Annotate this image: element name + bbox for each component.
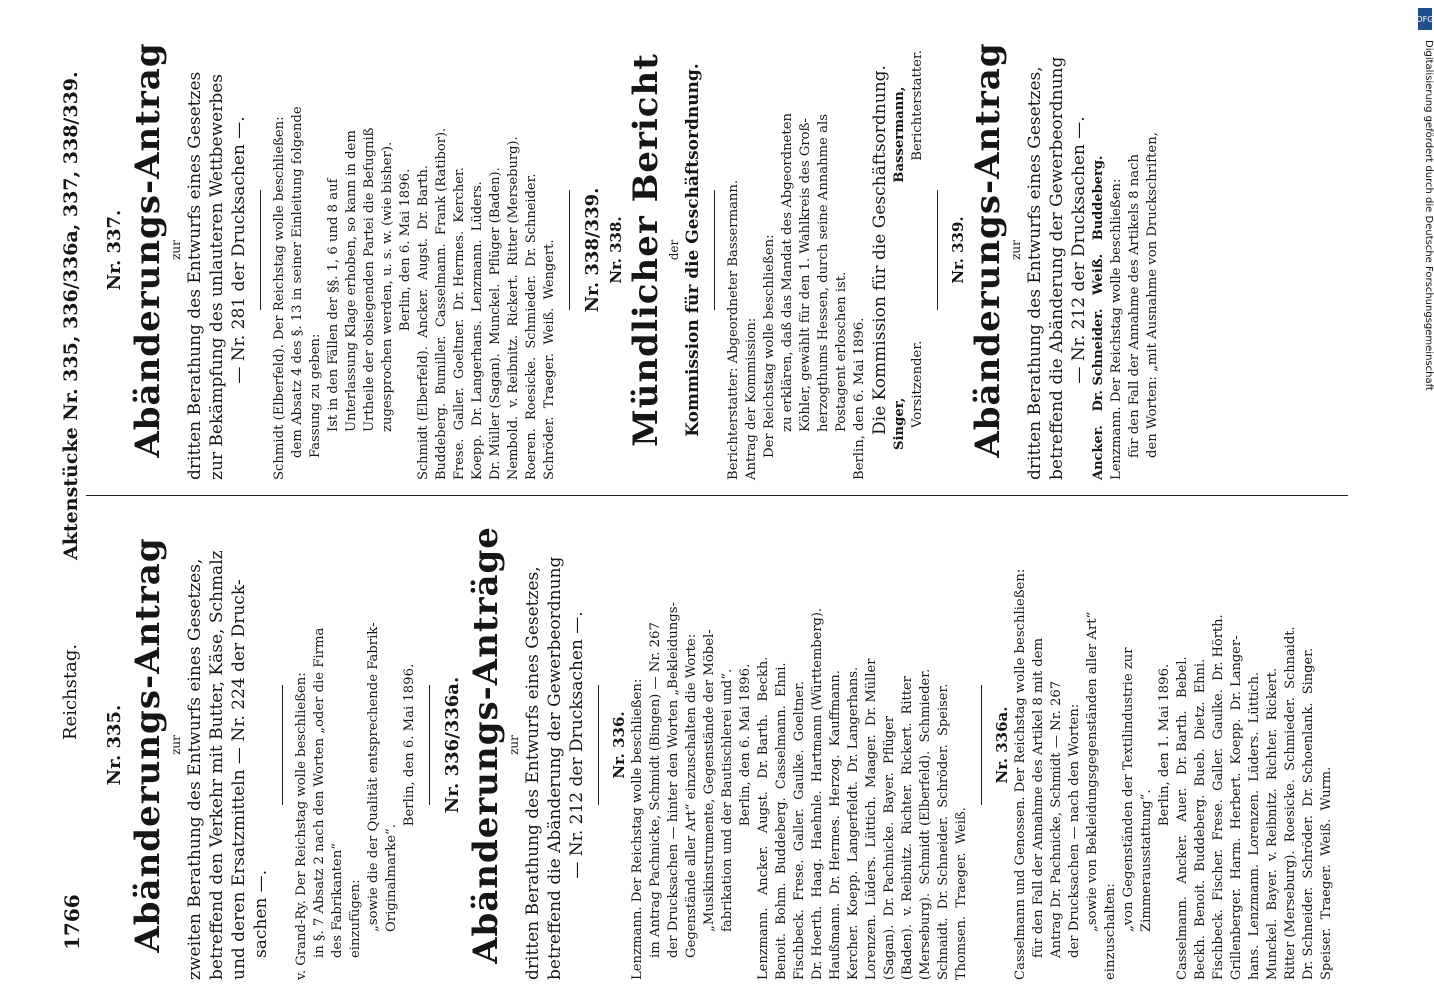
nr336-number: Nr. 336/336a.	[442, 676, 463, 814]
nr338-heading: Mündlicher Bericht	[626, 53, 666, 447]
nr339-zur: zur	[1009, 240, 1023, 260]
chamber-label: Reichstag.	[60, 643, 81, 740]
nr337-heading: Abänderungs-Antrag	[128, 42, 168, 458]
nr337-signatories: Schmidt (Elberfeld). Ancker. Augst. Dr. Barth. Buddeberg. Bumiller. Casselmann. Frank (Ratibor). Frese. Galler. Goeltner. Dr. Hermes. Kercher. Koepp. Dr. Langerhans. Lenzmann. Lüders. Dr. Müller (Sagan). Munckel. Pflüger (Baden). Nembold. v. Reibnitz. Rickert. Ritter (Merseburg). Roeren. Roesicke. Schmieder. Dr. Schneider. Schröder. Traeger. Weiß. Wengert.	[416, 127, 557, 480]
nr337-subject: dritten Berathung des Entwurfs eines Gesetzes zur Bekämpfung des unlauteren Wettbewerbes — Nr. 281 der Drucksachen —.	[185, 71, 249, 480]
right-column	[102, 20, 1162, 480]
nr337-number: Nr. 337.	[104, 209, 125, 291]
page-title: Aktenstücke Nr. 335, 336/336a, 337, 338/339.	[60, 71, 82, 560]
separator-rule	[282, 685, 283, 805]
nr335-body: v. Grand-Ry. Der Reichstag wolle beschließen: in §. 7 Absatz 2 nach den Worten „oder die Firma des Fabrikanten“ einzufügen: „sowie die der Qualität entsprechende Fabrik- Originalmarke“. Berlin, den 6. Mai 1896.	[294, 622, 417, 980]
dfg-logo: DFG	[1418, 8, 1432, 30]
digitization-note: Digitalisierung gefördert durch die Deutsche Forschungsgemeinschaft	[1423, 40, 1434, 391]
nr336-zur: zur	[507, 735, 521, 755]
nr336-signatories: Lenzmann. Ancker. Augst. Dr. Barth. Beckh. Benoit. Bohm. Buddeberg. Casselmann. Ehni. Fischbeck. Frese. Galler. Gaulke. Goeltner. Dr. Hoerth. Haag. Haehnle. Hartmann (Württemberg). Haußmann. Dr. Hermes. Herzog. Kauffmann. Kercher. Koepp. Langerfeldt. Dr. Langerhans. Lorenzen. Lüders. Lüttich. Maager. Dr. Müller (Sagan). Dr. Pachnicke. Bayer. Pflüger (Baden). v. Reibnitz. Richter. Rickert. Ritter (Merseburg). Schmidt (Elberfeld). Schmieder. Schnaidt. Dr. Schneider. Schröder. Speiser. Thomsen. Traeger. Weiß.	[756, 607, 969, 980]
nr337-zur: zur	[169, 240, 183, 260]
nr338-body: Berichterstatter: Abgeordneter Bassermann. Antrag der Kommission: Der Reichstag wolle beschließen: zu erklären, daß das Mandat des Abgeordneten Köhler, gewählt für den 1. Wahlkreis des Groß- herzogthums Hessen, durch seine Annahme als Postagent erloschen ist. Berlin, den 6. Mai 1896.	[726, 112, 867, 480]
nr336a-sub-number: Nr. 336a.	[993, 706, 1011, 784]
signature-rapporteur: Bassermann, Berichterstatter.	[892, 50, 925, 183]
nr335-zur: zur	[169, 735, 183, 755]
nr338-subject: Kommission für die Geschäftsordnung.	[683, 63, 703, 437]
nr338-number: Nr. 338/339.	[582, 187, 603, 313]
nr338-sub-number: Nr. 338.	[607, 216, 625, 284]
nr335-subject: zweiten Berathung des Entwurfs eines Gesetzes, betreffend den Verkehr mit Butter, Käse, Schmalz und deren Ersatzmitteln — Nr. 224 der Druck- sachen —.	[185, 550, 271, 980]
nr339-heading: Abänderungs-Antrag	[968, 42, 1008, 458]
nr335-heading: Abänderungs-Antrag	[128, 537, 168, 953]
separator-rule	[569, 190, 570, 310]
nr339-subject: dritten Berathung des Entwurfs eines Gesetzes, betreffend die Abänderung der Gewerbeordnung — Nr. 212 der Drucksachen —.	[1025, 56, 1089, 480]
nr339-body: Lenzmann. Der Reichstag wolle beschließen: für den Fall der Annahme des Artikels 8 nach den Worten: „mit Ausnahme von Druckschriften,	[1109, 132, 1160, 480]
nr339-signatories: Ancker. Dr. Schneider. Weiß. Buddeberg.	[1091, 155, 1106, 480]
column-divider	[86, 495, 1348, 496]
left-column	[102, 510, 1336, 980]
page-number: 1766	[60, 894, 84, 950]
nr336a-body: Casselmann und Genossen. Der Reichstag wolle beschließen: für den Fall der Annahme des Artikel 8 mit dem Antrag Dr. Pachnicke, Schmidt — Nr. 267 der Drucksachen — nach den Worten: „sowie von Bekleidungsgegenständen aller Art“ einzuschalten: „von Gegenständen der Textilindustrie zur Zimmerausstattung“. Berlin, den 1. Mai 1896.	[1013, 568, 1172, 980]
nr336-body: Lenzmann. Der Reichstag wolle beschließen: im Antrag Pachnicke, Schmidt (Bingen) — Nr. 267 der Drucksachen — hinter den Worten „Bekleidungs- Gegenstände aller Art“ einzuschalten die Worte: „Musikinstrumente, Gegenstände der Möbel- fabrikation und der Bautischlerei und“. Berlin, den 6. Mai 1896.	[630, 602, 753, 980]
signature-chair: Singer, Vorsitzender.	[892, 340, 925, 450]
nr335-number: Nr. 335.	[104, 704, 125, 786]
nr339-sub-number: Nr. 339.	[949, 216, 967, 284]
nr336-sub-number: Nr. 336.	[610, 711, 628, 779]
separator-rule	[714, 190, 715, 310]
nr337-body: Schmidt (Elberfeld). Der Reichstag wolle beschließen: dem Absatz 4 des §. 13 in seiner Einleitung folgende Fassung zu geben: Ist in den Fällen der §§. 1, 6 und 8 auf Unterlassung Klage erhoben, so kann in dem Urtheile der obsiegenden Partei die Befugniß zugesprochen werden, u. s. w. (wie bisher). Berlin, den 6. Mai 1896.	[272, 106, 413, 480]
nr336-subject: dritten Berathung des Entwurfs eines Gesetzes, betreffend die Abänderung der Gewerbeordnung — Nr. 212 der Drucksachen —.	[523, 556, 587, 980]
separator-rule	[260, 190, 261, 310]
nr338-der: der	[667, 239, 681, 261]
nr338-signatures	[891, 20, 927, 480]
nr336a-signatories: Casselmann. Ancker. Auer. Dr. Barth. Bebel. Beckh. Benoit. Buddeberg. Bueb. Dietz. Ehni. Fischbeck. Fischer. Frese. Galler. Gaulke. Dr. Hörth. Grillenberger. Harm. Herbert. Koepp. Dr. Langer- hans. Lenzmann. Lorenzen. Lüders. Lüttich. Munckel. Bayer. v. Reibnitz. Richter. Rickert. Ritter (Merseburg). Roesicke. Schmieder. Schnaidt. Dr. Schneider. Schröder. Dr. Schoenlank. Singer. Speiser. Traeger. Weiß. Wurm.	[1175, 614, 1334, 980]
separator-rule	[937, 190, 938, 310]
separator-rule	[429, 685, 430, 805]
nr338-commission: Die Kommission für die Geschäftsordnung.	[870, 65, 890, 435]
separator-rule	[981, 685, 982, 805]
separator-rule	[598, 685, 599, 805]
nr336-heading: Abänderungs-Anträge	[466, 526, 506, 964]
